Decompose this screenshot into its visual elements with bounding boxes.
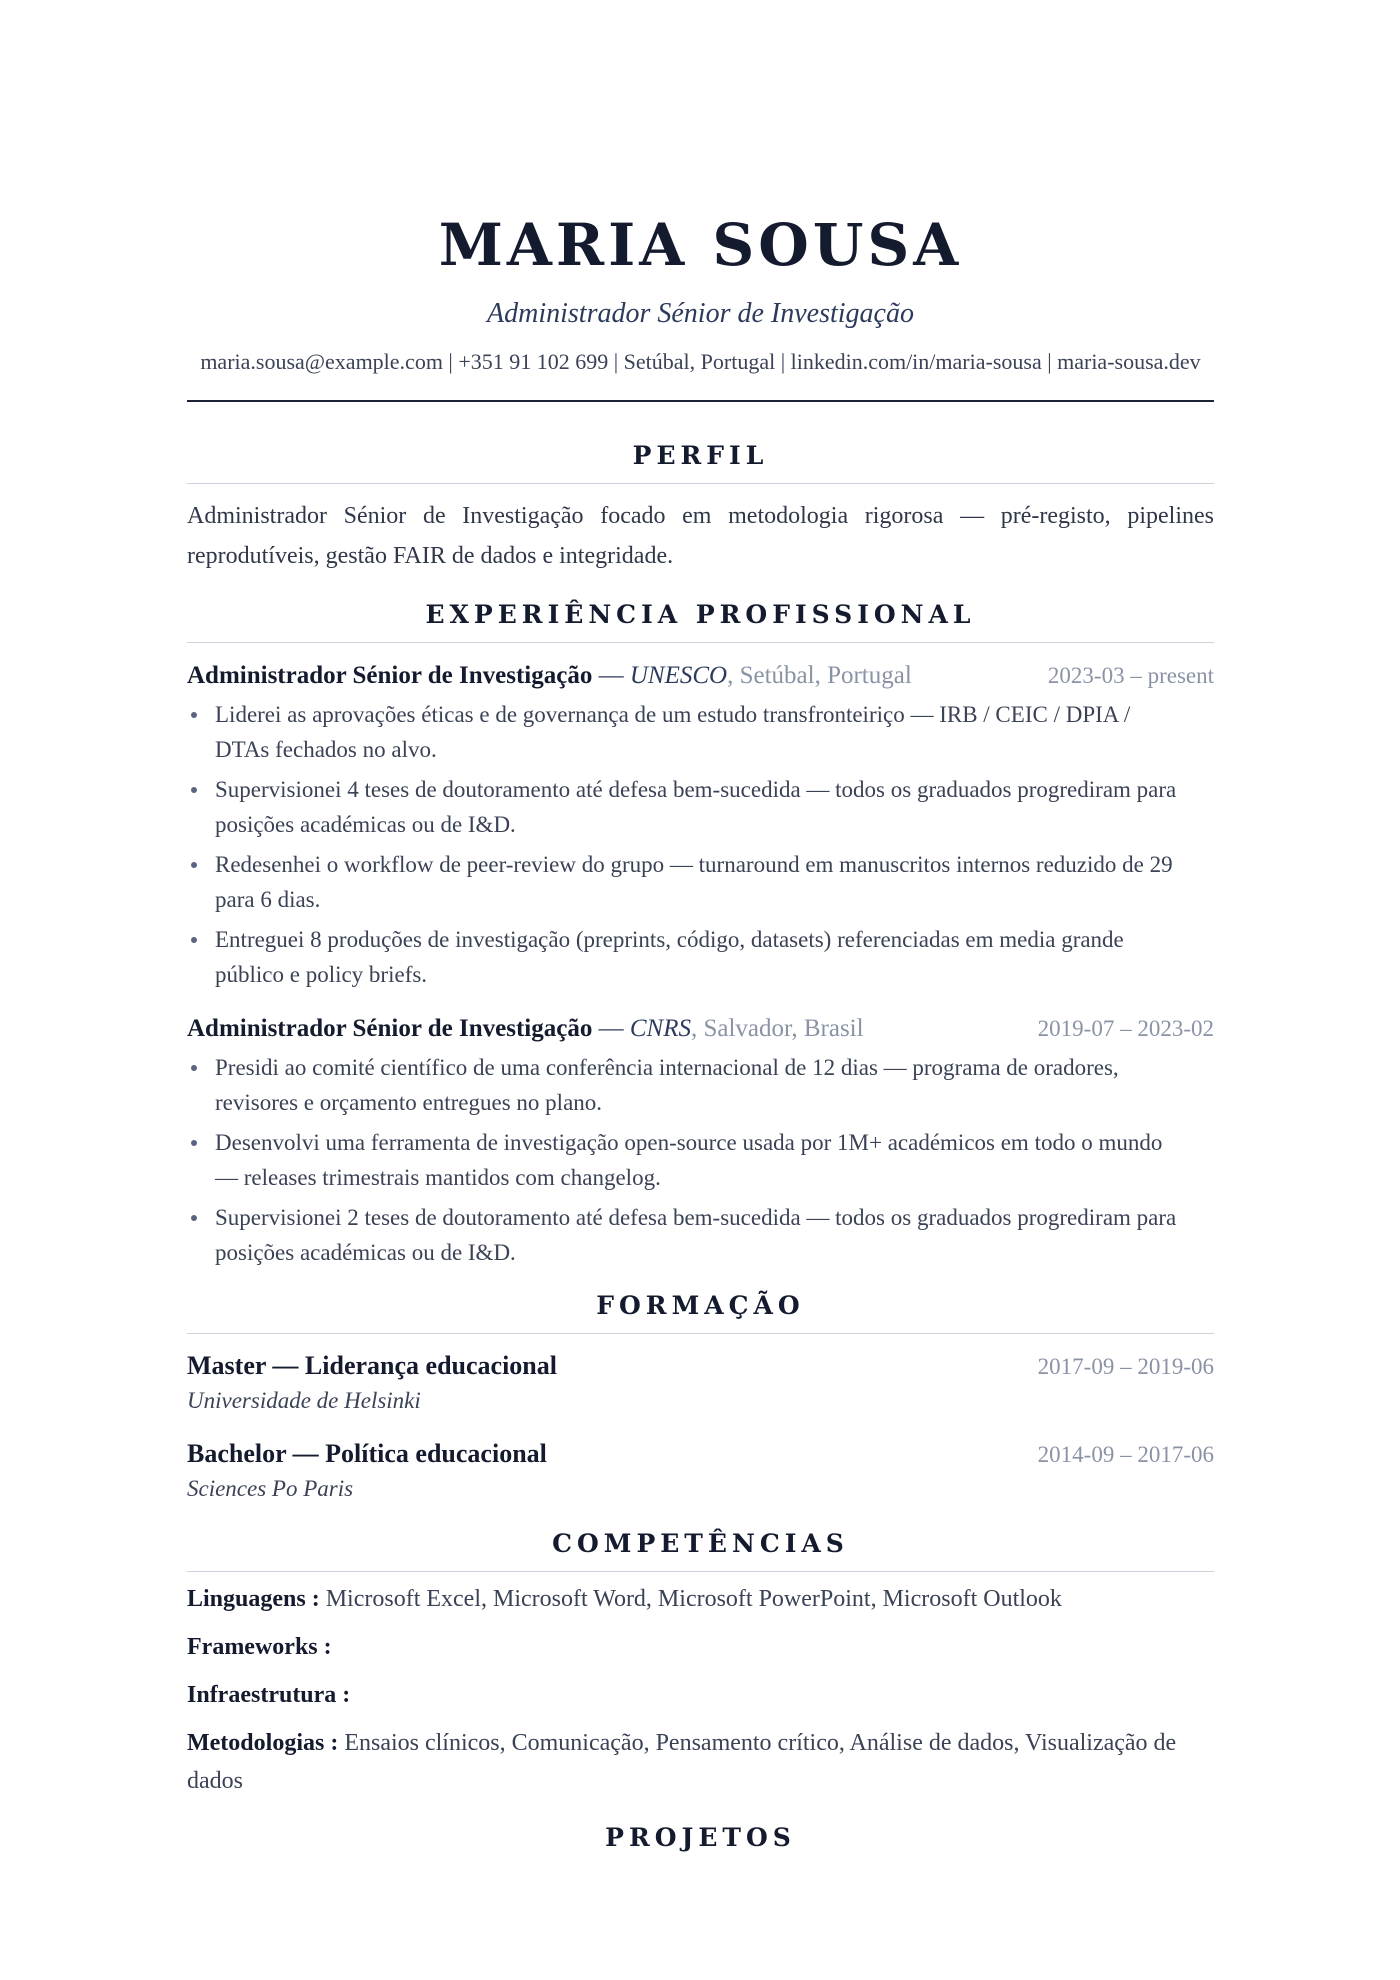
education-school: Universidade de Helsinki xyxy=(187,1388,421,1413)
experience-item xyxy=(187,1012,1214,1270)
section-title-experience: EXPERIÊNCIA PROFISSIONAL xyxy=(187,599,1214,643)
experience-item xyxy=(187,659,1214,992)
skill-row-infrastructure xyxy=(187,1676,1214,1714)
job-dates: 2023-03 – present xyxy=(1047,663,1214,688)
education-school: Sciences Po Paris xyxy=(187,1476,354,1501)
skill-label: Frameworks : xyxy=(187,1634,332,1660)
experience-bullets xyxy=(187,697,1214,992)
education-dates: 2017-09 – 2019-06 xyxy=(1037,1354,1214,1379)
section-title-profile: PERFIL xyxy=(187,440,1214,484)
job-role: Administrador Sénior de Investigação xyxy=(187,662,593,689)
experience-bullet: Supervisionei 2 teses de doutoramento até defesa bem-sucedida — todos os graduados progrediram para posições académicas ou de I&D. xyxy=(187,1200,1214,1270)
education-header xyxy=(187,1349,1214,1384)
experience-bullet: Liderei as aprovações éticas e de governança de um estudo transfronteiriço — IRB / CEIC / DPIA / DTAs fechados no alvo. xyxy=(187,697,1214,767)
education-dates: 2014-09 – 2017-06 xyxy=(1037,1442,1214,1467)
header-divider xyxy=(187,400,1214,402)
job-separator: — xyxy=(598,1015,624,1042)
education-header xyxy=(187,1437,1214,1472)
contact-line: maria.sousa@example.com | +351 91 102 699 | Setúbal, Portugal | linkedin.com/in/maria-sousa | maria-sousa.dev xyxy=(200,349,1201,374)
skill-label: Metodologias : xyxy=(187,1730,339,1756)
job-organization: UNESCO xyxy=(629,662,728,689)
job-location: , Setúbal, Portugal xyxy=(727,662,912,689)
skill-row-methodologies xyxy=(187,1724,1214,1800)
education-degree: Bachelor — Política educacional xyxy=(187,1439,547,1468)
resume-page xyxy=(187,205,1214,1865)
job-role: Administrador Sénior de Investigação xyxy=(187,1015,593,1042)
skill-value: Ensaios clínicos, Comunicação, Pensamento crítico, Análise de dados, Visualização de dados xyxy=(187,1730,1177,1794)
experience-title-line xyxy=(187,659,912,693)
experience-bullets xyxy=(187,1050,1214,1270)
education-item xyxy=(187,1437,1214,1506)
experience-bullet: Supervisionei 4 teses de doutoramento até defesa bem-sucedida — todos os graduados progrediram para posições académicas ou de I&D. xyxy=(187,772,1214,842)
experience-bullet: Presidi ao comité científico de uma conferência internacional de 12 dias — programa de oradores, revisores e orçamento entregues no plano. xyxy=(187,1050,1214,1120)
candidate-headline: Administrador Sénior de Investigação xyxy=(487,298,914,329)
experience-bullet: Desenvolvi uma ferramenta de investigação open-source usada por 1M+ académicos em todo o mundo — releases trimestrais mantidos com changelog. xyxy=(187,1125,1214,1195)
skill-value: Microsoft Excel, Microsoft Word, Microsoft PowerPoint, Microsoft Outlook xyxy=(319,1586,1062,1612)
skill-row-languages xyxy=(187,1580,1214,1618)
job-organization: CNRS xyxy=(629,1015,691,1042)
skill-row-frameworks xyxy=(187,1628,1214,1666)
education-item xyxy=(187,1349,1214,1418)
experience-bullet: Redesenhei o workflow de peer-review do grupo — turnaround em manuscritos internos reduzido de 29 para 6 dias. xyxy=(187,847,1214,917)
section-title-projects: PROJETOS xyxy=(605,1823,796,1852)
candidate-name: MARIA SOUSA xyxy=(438,211,963,279)
job-location: , Salvador, Brasil xyxy=(690,1015,864,1042)
profile-summary: Administrador Sénior de Investigação focado em metodologia rigorosa — pré-registo, pipelines reprodutíveis, gestão FAIR de dados e integridade. xyxy=(187,503,1214,569)
experience-header xyxy=(187,1012,1214,1046)
job-separator: — xyxy=(598,662,624,689)
section-title-skills: COMPETÊNCIAS xyxy=(187,1528,1214,1572)
experience-title-line xyxy=(187,1012,864,1046)
education-degree: Master — Liderança educacional xyxy=(187,1351,557,1380)
experience-header xyxy=(187,659,1214,693)
skill-label: Linguagens : xyxy=(187,1586,320,1612)
job-dates: 2019-07 – 2023-02 xyxy=(1037,1016,1214,1041)
skills-list xyxy=(187,1580,1214,1800)
experience-bullet: Entreguei 8 produções de investigação (preprints, código, datasets) referenciadas em media grande público e policy briefs. xyxy=(187,922,1214,992)
skill-label: Infraestrutura : xyxy=(187,1682,351,1708)
section-title-education: FORMAÇÃO xyxy=(187,1290,1214,1334)
